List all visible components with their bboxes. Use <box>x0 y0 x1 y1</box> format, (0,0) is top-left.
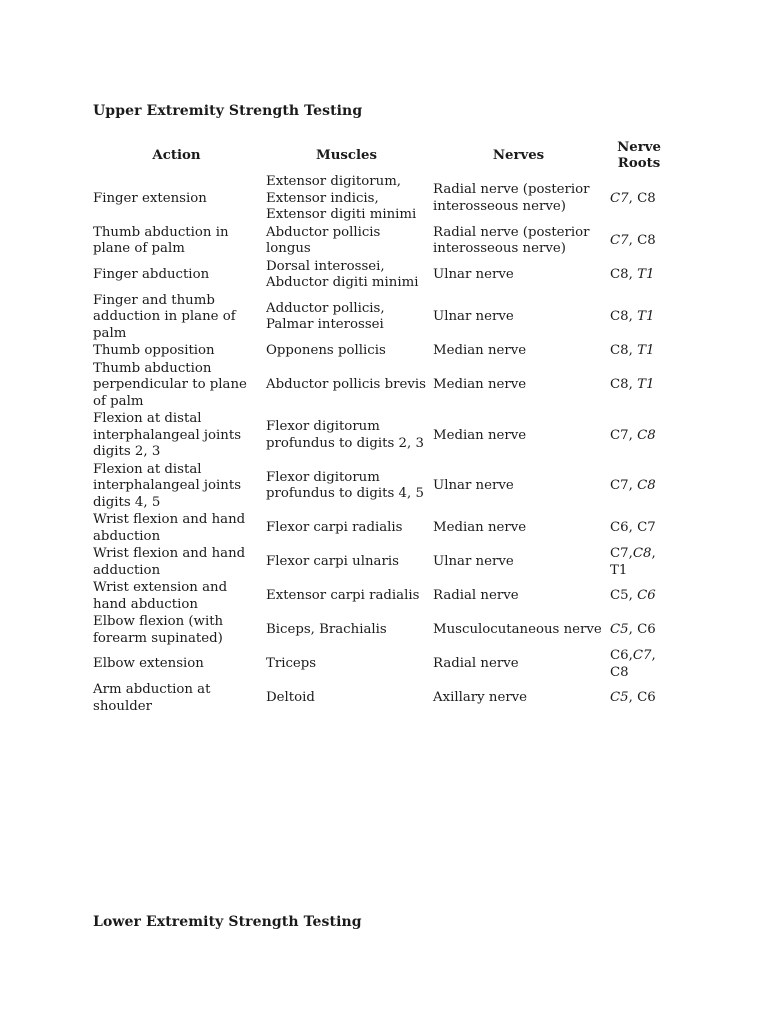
cell-nerves: Radial nerve <box>433 588 519 604</box>
cell-muscles: Triceps <box>266 656 317 672</box>
cell-nerve-roots <box>607 682 671 716</box>
table-row <box>90 174 671 225</box>
nerve-root-segment: T1 <box>637 377 655 392</box>
cell-muscles: Extensor carpi radialis <box>266 588 420 604</box>
table-row <box>90 259 671 293</box>
cell-nerves: Ulnar nerve <box>433 266 514 282</box>
cell-action: Finger and thumb adduction in plane of palm <box>93 292 236 341</box>
table-row <box>90 580 671 614</box>
cell-action: Finger abduction <box>93 266 210 282</box>
table-row <box>90 614 671 648</box>
nerve-root-segment: , <box>628 190 638 206</box>
cell-nerves: Median nerve <box>433 343 527 358</box>
cell-action: Wrist flexion and hand adduction <box>93 546 246 578</box>
header-muscles: Muscles <box>316 148 377 163</box>
upper-extremity-heading: Upper Extremity Strength Testing <box>93 103 363 119</box>
nerve-root-segment: , <box>628 232 638 248</box>
cell-muscles: Flexor carpi radialis <box>266 520 403 536</box>
cell-action: Thumb opposition <box>93 343 215 358</box>
cell-action: Wrist extension and hand abduction <box>93 580 228 612</box>
cell-muscles: Flexor carpi ulnaris <box>266 554 399 570</box>
cell-nerve-roots <box>607 259 671 293</box>
table-row <box>90 361 671 412</box>
nerve-root-segment: C8 <box>637 478 656 493</box>
nerve-root-segment: C5 <box>610 690 629 706</box>
nerve-root-segment: , C6 <box>628 690 656 706</box>
cell-muscles: Opponens pollicis <box>266 343 386 358</box>
cell-nerves: Median nerve <box>433 377 527 392</box>
nerve-root-segment: , T1 <box>610 546 656 578</box>
cell-muscles: Flexor digitorum profundus to digits 2, 3 <box>266 419 424 451</box>
cell-nerve-roots <box>607 580 671 614</box>
cell-nerve-roots <box>607 411 671 462</box>
header-nerve-roots: Nerve Roots <box>617 140 661 171</box>
table-row <box>90 462 671 513</box>
cell-nerves: Radial nerve <box>433 656 519 672</box>
header-nerves: Nerves <box>492 148 545 163</box>
nerve-root-segment: C7 <box>610 232 629 248</box>
table-row <box>90 682 671 716</box>
lower-extremity-heading: Lower Extremity Strength Testing <box>93 914 362 930</box>
nerve-root-segment: C6, C7 <box>610 520 656 536</box>
nerve-root-segment: T1 <box>637 309 655 324</box>
cell-nerve-roots <box>607 614 671 648</box>
cell-muscles: Deltoid <box>266 690 315 706</box>
table-row <box>90 225 671 259</box>
table-body <box>90 174 671 716</box>
cell-nerve-roots <box>607 361 671 412</box>
nerve-root-segment: C8 <box>637 427 656 443</box>
cell-nerves: Radial nerve (posterior interosseous nerve) <box>433 182 590 214</box>
table-row <box>90 648 671 682</box>
cell-nerves: Ulnar nerve <box>433 309 514 324</box>
cell-nerve-roots <box>607 174 671 225</box>
table-header-row <box>90 138 671 174</box>
cell-nerve-roots <box>607 512 671 546</box>
nerve-root-segment: C7 <box>610 190 629 206</box>
cell-nerves: Ulnar nerve <box>433 554 514 570</box>
cell-nerve-roots <box>607 648 671 682</box>
nerve-root-segment: C5, <box>610 588 638 604</box>
nerve-root-segment: C7, <box>610 478 638 493</box>
nerve-root-segment: , C6 <box>628 622 656 638</box>
cell-action: Thumb abduction in plane of palm <box>93 224 229 256</box>
table-row <box>90 411 671 462</box>
cell-action: Arm abduction at shoulder <box>93 682 211 714</box>
cell-action: Wrist flexion and hand abduction <box>93 512 246 544</box>
table-row <box>90 546 671 580</box>
cell-nerve-roots <box>607 293 671 344</box>
cell-muscles: Flexor digitorum profundus to digits 4, 5 <box>266 469 424 502</box>
nerve-root-segment: C6, <box>610 648 633 663</box>
nerve-root-segment: C6 <box>637 588 656 604</box>
cell-action: Elbow extension <box>93 656 204 672</box>
cell-action: Elbow flexion (with forearm supinated) <box>93 614 224 646</box>
nerve-root-segment: C8 <box>632 546 652 561</box>
table-row <box>90 343 671 361</box>
cell-nerves: Radial nerve (posterior interosseous nerve) <box>433 224 590 256</box>
cell-nerves: Ulnar nerve <box>433 478 514 493</box>
nerve-root-segment: T1 <box>637 266 655 282</box>
nerve-root-segment: , C8 <box>610 648 656 680</box>
cell-muscles: Adductor pollicis, Palmar interossei <box>266 300 385 333</box>
cell-action: Thumb abduction perpendicular to plane of palm <box>93 360 247 409</box>
table-row <box>90 512 671 546</box>
cell-nerves: Median nerve <box>433 427 527 443</box>
cell-nerve-roots <box>607 343 671 361</box>
nerve-root-segment: C8, <box>610 266 638 282</box>
cell-nerve-roots <box>607 225 671 259</box>
cell-nerves: Musculocutaneous nerve <box>433 622 602 638</box>
cell-nerve-roots <box>607 462 671 513</box>
nerve-root-segment: C8 <box>637 232 656 248</box>
nerve-root-segment: C5 <box>610 622 629 638</box>
cell-nerves: Axillary nerve <box>433 690 528 706</box>
cell-nerves: Median nerve <box>433 520 527 536</box>
cell-action: Finger extension <box>93 190 207 206</box>
cell-action: Flexion at distal interphalangeal joints digits 4, 5 <box>93 461 242 510</box>
nerve-root-segment: C7, <box>610 427 638 443</box>
cell-nerve-roots <box>607 546 671 580</box>
cell-muscles: Dorsal interossei, Abductor digiti minimi <box>266 258 419 290</box>
nerve-root-segment: C7, <box>610 546 633 561</box>
nerve-root-segment: T1 <box>637 343 655 358</box>
nerve-root-segment: C8 <box>637 190 656 206</box>
cell-muscles: Biceps, Brachialis <box>266 622 387 638</box>
nerve-root-segment: C8, <box>610 343 638 358</box>
header-action: Action <box>152 148 201 163</box>
upper-extremity-table <box>90 138 671 716</box>
nerve-root-segment: C8, <box>610 309 638 324</box>
cell-muscles: Abductor pollicis brevis <box>266 377 426 392</box>
nerve-root-segment: C7 <box>632 648 652 663</box>
cell-muscles: Abductor pollicis longus <box>266 224 381 256</box>
table-row <box>90 293 671 344</box>
cell-action: Flexion at distal interphalangeal joints digits 2, 3 <box>93 411 242 459</box>
nerve-root-segment: C8, <box>610 377 638 392</box>
cell-muscles: Extensor digitorum, Extensor indicis, Extensor digiti minimi <box>266 174 417 222</box>
